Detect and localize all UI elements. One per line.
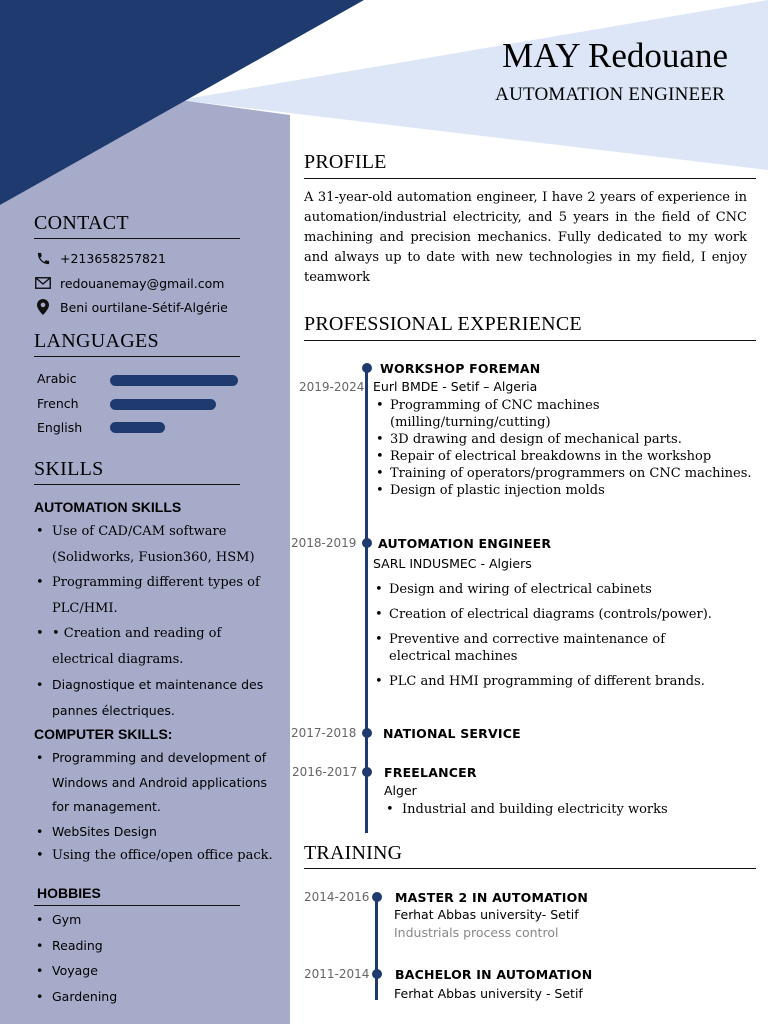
list-item: • Reading <box>34 933 286 959</box>
experience-heading: PROFESSIONAL EXPERIENCE <box>304 313 582 335</box>
list-item: • Gym <box>34 907 286 933</box>
list-item: • Repair of electrical breakdowns in the workshop <box>375 448 755 465</box>
job-tasks-list <box>385 801 745 818</box>
timeline-dot <box>362 728 372 738</box>
contact-email-row <box>34 273 224 293</box>
contact-location-row <box>34 297 228 317</box>
job-years: 2017-2018 <box>291 726 357 740</box>
training-detail: Industrials process control <box>394 925 559 940</box>
list-item: • Training of operators/programmers on CNC machines. <box>375 465 755 482</box>
language-level-bar <box>110 375 238 386</box>
language-label: French <box>37 396 79 411</box>
list-item: • PLC and HMI programming of different brands. <box>374 673 754 690</box>
skills-heading: SKILLS <box>34 458 104 480</box>
languages-heading: LANGUAGES <box>34 330 159 352</box>
job-company: Eurl BMDE - Setif – Algeria <box>373 379 538 394</box>
experience-divider <box>304 340 756 341</box>
list-item: • Creation of electrical diagrams (controls/power). <box>374 606 754 623</box>
job-title: WORKSHOP FOREMAN <box>380 361 541 376</box>
experience-timeline-line <box>365 368 368 833</box>
language-label: Arabic <box>37 371 77 386</box>
training-school: Ferhat Abbas university - Setif <box>394 986 583 1001</box>
training-heading: TRAINING <box>304 842 403 864</box>
language-level-bar <box>110 422 165 433</box>
job-title: AUTOMATION ENGINEER <box>378 536 552 551</box>
timeline-dot <box>362 767 372 777</box>
training-years: 2011-2014 <box>304 967 370 981</box>
skills-divider <box>34 484 240 485</box>
list-item: • Diagnostique et maintenance des pannes électriques. <box>34 672 286 723</box>
job-tasks-list <box>374 581 754 690</box>
job-years: 2016-2017 <box>292 765 358 779</box>
hobbies-list <box>34 907 286 1009</box>
contact-heading: CONTACT <box>34 212 129 234</box>
profile-divider <box>304 178 756 179</box>
training-school: Ferhat Abbas university- Setif <box>394 907 579 922</box>
list-item: • Industrial and building electricity works <box>385 801 745 818</box>
timeline-dot <box>362 363 372 373</box>
training-title: MASTER 2 IN AUTOMATION <box>395 890 589 905</box>
language-level-bar <box>110 399 216 410</box>
list-item: • Programming and development of Windows and Android applications for management. <box>34 746 286 820</box>
job-title: FREELANCER <box>384 765 477 780</box>
list-item: • Design of plastic injection molds <box>375 482 755 499</box>
contact-divider <box>34 238 240 239</box>
list-item: • Voyage <box>34 958 286 984</box>
contact-phone-row <box>34 248 166 268</box>
job-tasks-list <box>375 397 755 499</box>
list-item: • Programming different types of PLC/HMI. <box>34 570 286 621</box>
candidate-name: MAY Redouane <box>502 36 728 75</box>
phone-icon <box>34 250 52 266</box>
timeline-dot <box>372 969 382 979</box>
list-item: • Using the office/open office pack. <box>34 844 286 869</box>
profile-heading: PROFILE <box>304 151 387 173</box>
automation-skills-list <box>34 519 286 723</box>
job-company: SARL INDUSMEC - Algiers <box>373 556 532 571</box>
contact-location: Beni ourtilane-Sétif-Algérie <box>60 299 228 315</box>
list-item: • Programming of CNC machines (milling/turning/cutting) <box>375 397 630 431</box>
list-item: • Use of CAD/CAM software (Solidworks, Fusion360, HSM) <box>34 519 286 570</box>
location-pin-icon <box>34 299 52 315</box>
list-item: • WebSites Design <box>34 820 286 845</box>
candidate-title: AUTOMATION ENGINEER <box>495 84 725 105</box>
computer-skills-heading: COMPUTER SKILLS: <box>34 726 173 742</box>
training-timeline-line <box>375 897 378 1000</box>
timeline-dot <box>372 892 382 902</box>
job-title: NATIONAL SERVICE <box>383 726 521 741</box>
language-label: English <box>37 420 83 435</box>
envelope-icon <box>34 275 52 291</box>
training-divider <box>304 868 756 869</box>
profile-text: A 31-year-old automation engineer, I have 2 years of experience in automation/industrial electricity, and 5 years in the field of CNC machining and precision mechanics. Fully dedicated to my work and always up to date with new technologies in my field, I enjoy teamwork <box>304 190 747 285</box>
contact-phone[interactable]: +213658257821 <box>60 250 166 266</box>
job-company: Alger <box>384 783 417 798</box>
hobbies-heading: HOBBIES <box>37 885 101 901</box>
training-years: 2014-2016 <box>304 890 370 904</box>
list-item: • 3D drawing and design of mechanical parts. <box>375 431 755 448</box>
languages-divider <box>34 356 240 357</box>
list-item: • Gardening <box>34 984 286 1010</box>
contact-email[interactable]: redouanemay@gmail.com <box>60 275 225 291</box>
automation-skills-heading: AUTOMATION SKILLS <box>34 499 182 515</box>
timeline-dot <box>362 538 372 548</box>
computer-skills-list <box>34 746 286 869</box>
list-item: • • Creation and reading of electrical diagrams. <box>34 621 286 672</box>
job-years: 2019-2024 <box>299 380 365 394</box>
job-years: 2018-2019 <box>291 536 357 550</box>
list-item: • Design and wiring of electrical cabinets <box>374 581 754 598</box>
training-title: BACHELOR IN AUTOMATION <box>395 967 593 982</box>
list-item: • Preventive and corrective maintenance of electrical machines <box>374 631 689 665</box>
hobbies-divider <box>34 905 240 906</box>
